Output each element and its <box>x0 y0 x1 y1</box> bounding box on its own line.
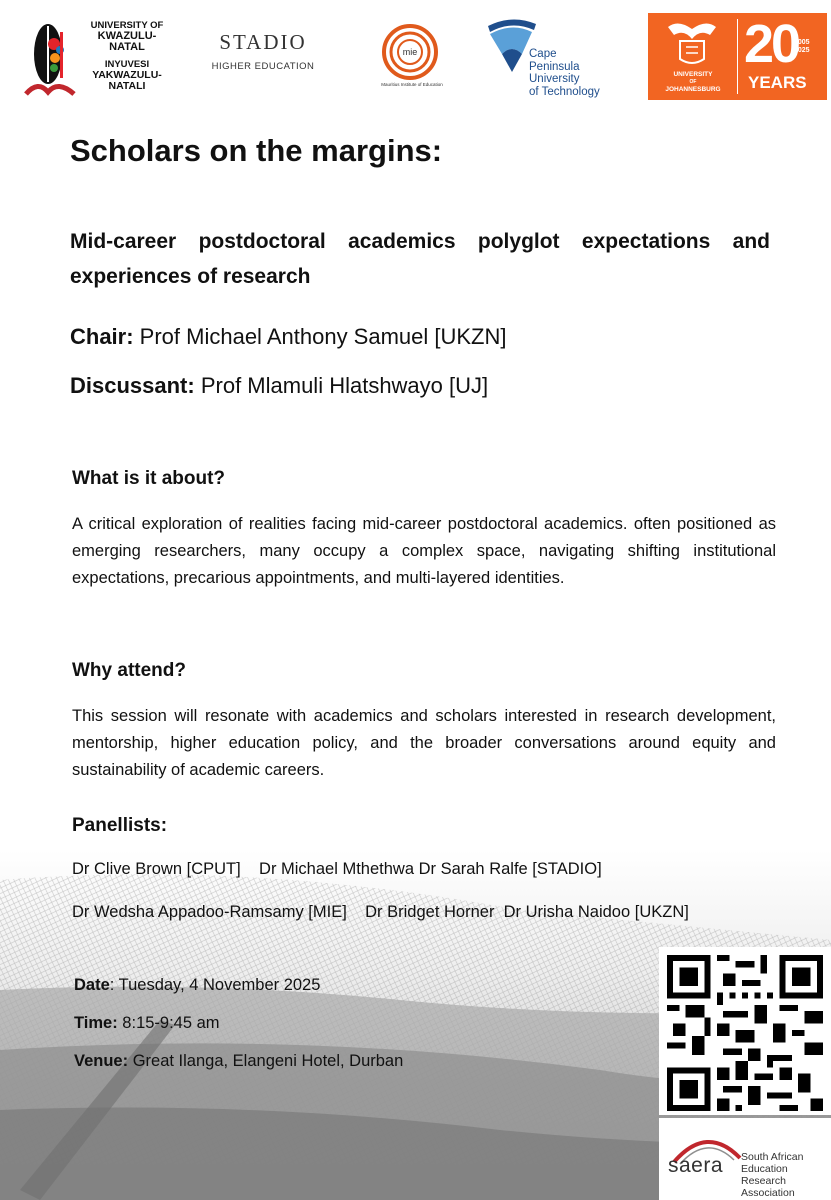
why-paragraph: This session will resonate with academics and scholars interested in research development, mentorship, higher education policy, and the broader conversations around equity and sustainability of academic careers. <box>72 707 776 779</box>
uj-divider <box>737 19 738 94</box>
event-venue <box>74 1052 403 1071</box>
saera-fullname: South African Education Research Association <box>741 1151 804 1199</box>
time-value: 8:15-9:45 am <box>117 1014 220 1032</box>
time-label: Time: <box>74 1014 118 1032</box>
discussant-name: Prof Mlamuli Hlatshwayo [UJ] <box>194 373 489 398</box>
page-title: Scholars on the margins: <box>70 133 443 168</box>
date-value: : Tuesday, 4 November 2025 <box>109 976 321 994</box>
chair-label: Chair: <box>70 324 134 349</box>
uj-years-label: YEARS <box>748 73 807 92</box>
ukzn-logo <box>24 14 174 100</box>
discussant-line <box>70 373 488 399</box>
chair-line <box>70 324 507 350</box>
mie-emblem-icon <box>380 22 440 82</box>
date-label: Date <box>74 976 110 994</box>
page-subtitle: Mid-career postdoctoral academics polyglot expectations and experiences of research <box>70 230 770 288</box>
stadio-logo <box>208 30 318 80</box>
about-paragraph: A critical exploration of realities facing mid-career postdoctoral academics. often positioned as emerging researchers, many occupy a complex space, navigating shifting institutional expectations, precarious appointments, and multi-layered identities. <box>72 515 776 587</box>
chair-name: Prof Michael Anthony Samuel [UKZN] <box>133 324 507 349</box>
panellists-line-1: Dr Clive Brown [CPUT] Dr Michael Mthethwa Dr Sarah Ralfe [STADIO] <box>72 860 602 878</box>
stadio-subtitle: HIGHER EDUCATION <box>211 61 315 72</box>
ukzn-wordmark: UNIVERSITY OF KWAZULU-NATAL INYUVESI YAKWAZULU-NATALI <box>90 20 164 92</box>
panellists-heading: Panellists: <box>72 815 168 836</box>
cput-wordmark: Cape Peninsula University of Technology <box>529 48 600 98</box>
discussant-label: Discussant: <box>70 373 195 398</box>
saera-wordmark: saera <box>668 1154 724 1177</box>
panellists-line-2: Dr Wedsha Appadoo-Ramsamy [MIE] Dr Bridget Horner Dr Urisha Naidoo [UKZN] <box>72 903 689 921</box>
stadio-wordmark: STADIO <box>219 30 307 54</box>
mie-caption: Mauritius Institute of Education <box>381 82 443 87</box>
qr-code-icon[interactable] <box>667 955 823 1111</box>
event-date <box>74 976 320 995</box>
about-heading: What is it about? <box>72 468 226 489</box>
uj-wordmark: UNIVERSITY OF JOHANNESBURG <box>665 71 721 93</box>
venue-value: Great Ilanga, Elangeni Hotel, Durban <box>128 1052 404 1070</box>
venue-label: Venue: <box>74 1052 129 1070</box>
uj-year-range: 2005 2025 <box>794 39 810 54</box>
event-time <box>74 1014 220 1033</box>
why-heading: Why attend? <box>72 660 186 681</box>
uj-crest-icon <box>648 13 737 71</box>
mie-logo <box>380 22 443 92</box>
mie-mark: mie <box>402 47 418 57</box>
cput-logo <box>482 14 618 100</box>
ukzn-shield-icon <box>24 14 80 100</box>
uj-crest <box>648 13 737 100</box>
uj-anniversary-number: 20 <box>744 14 799 74</box>
uj-logo <box>648 13 827 100</box>
